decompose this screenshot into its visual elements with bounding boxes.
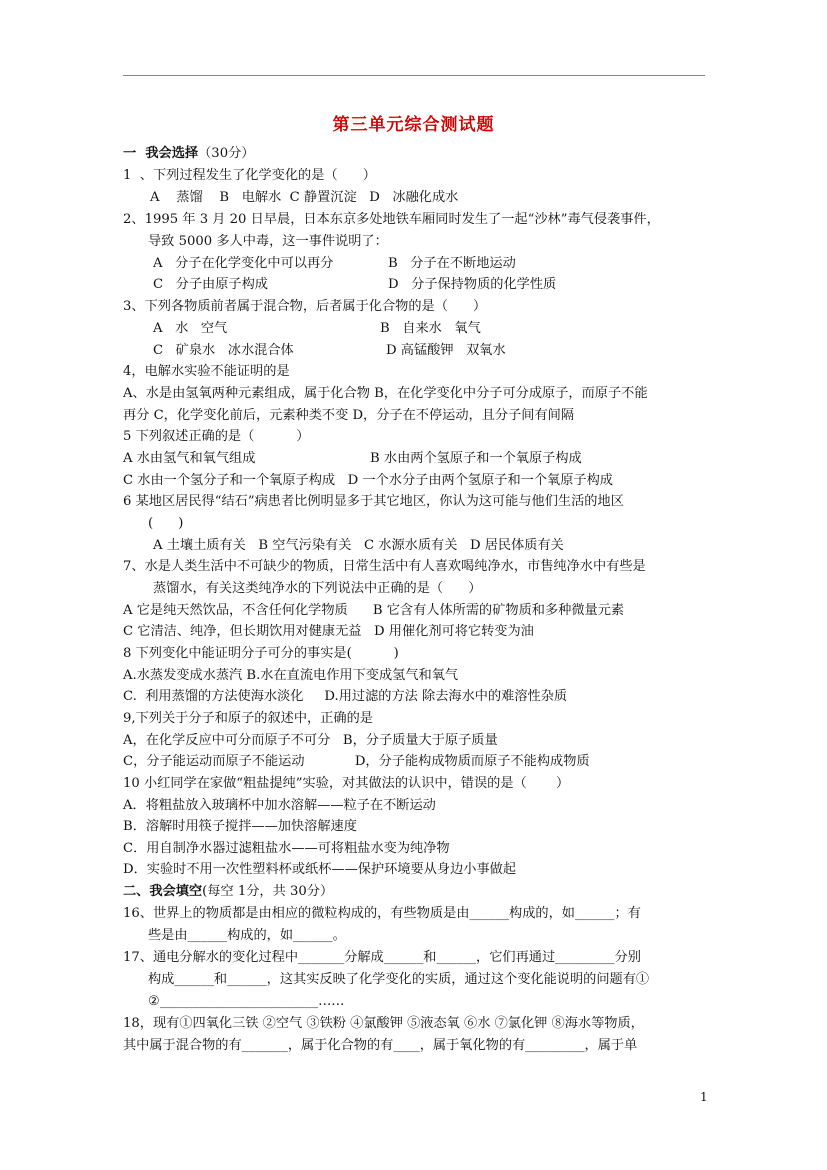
- section-score: (每空 1分，共 30分）: [202, 884, 334, 899]
- question-text: 构成______和______，这其实反映了化学变化的实质，通过这个变化能说明的问题有①: [148, 972, 650, 987]
- question-options: A，在化学反应中可分而原子不可分 B，分子质量大于原子质量: [123, 733, 498, 748]
- question-option: B．溶解时用筷子搅拌——加快溶解速度: [123, 819, 357, 834]
- section-heading: [123, 146, 254, 162]
- page-title: 第三单元综合测试题: [332, 115, 495, 135]
- question-text: A、水是由氢氧两种元素组成，属于化合物 B，在化学变化中分子可分成原子，而原子不能: [123, 386, 648, 401]
- question-text: 9,下列关于分子和原子的叙述中，正确的是: [123, 711, 373, 726]
- question-text: ( ): [148, 516, 184, 531]
- question-text: 蒸馏水，有关这类纯净水的下列说法中正确的是（ ）: [153, 581, 482, 596]
- question-options: A.水蒸发变成水蒸汽 B.水在直流电作用下变成氢气和氧气: [123, 668, 459, 683]
- question-text: ②________________________……: [148, 994, 345, 1009]
- question-option: A 分子在化学变化中可以再分: [153, 256, 334, 271]
- question-option: D．实验时不用一次性塑料杯或纸杯——保护环境要从身边小事做起: [123, 862, 517, 877]
- question-options: C 水由一个氢分子和一个氧原子构成 D 一个水分子由两个氢原子和一个氧原子构成: [123, 473, 613, 488]
- header-rule: [123, 75, 705, 76]
- question-option: B 分子在不断地运动: [388, 256, 516, 271]
- section-heading-label: 一 我会选择: [123, 146, 199, 161]
- section-score: （30分）: [198, 146, 255, 161]
- question-options: C. 利用蒸馏的方法使海水淡化 D.用过滤的方法 除去海水中的难溶性杂质: [123, 689, 568, 704]
- question-text: 4，电解水实验不能证明的是: [123, 364, 290, 379]
- question-options: C 它清洁、纯净，但长期饮用对健康无益 D 用催化剂可将它转变为油: [123, 624, 534, 639]
- question-option: C 分子由原子构成: [153, 277, 268, 292]
- question-text: 10 小红同学在家做“粗盐提纯”实验，对其做法的认识中，错误的是（ ）: [123, 776, 570, 791]
- question-option: B 水由两个氢原子和一个氧原子构成: [370, 451, 582, 466]
- question-options: A 蒸馏 B 电解水 C 静置沉淀 D 冰融化成水: [150, 190, 459, 205]
- question-option: C 矿泉水 冰水混合体: [153, 343, 294, 358]
- question-option: A 水 空气: [153, 321, 228, 336]
- question-options: A 土壤土质有关 B 空气污染有关 C 水源水质有关 D 居民体质有关: [153, 538, 564, 553]
- question-option: C．用自制净水器过滤粗盐水——可将粗盐水变为纯净物: [123, 841, 450, 856]
- question-text: 6 某地区居民得“结石”病患者比例明显多于其它地区，你认为这可能与他们生活的地区: [123, 494, 624, 509]
- question-text: 18，现有①四氧化三铁 ②空气 ③铁粉 ④氯酸钾 ⑤液态氧 ⑥水 ⑦氯化钾 ⑧海水等物质，: [123, 1016, 644, 1031]
- question-text: 3、下列各物质前者属于混合物，后者属于化合物的是（ ）: [123, 299, 487, 314]
- question-text: 2、1995 年 3 月 20 日早晨，日本东京多处地铁车厢同时发生了一起“沙林”毒气侵袭事件，: [123, 212, 660, 227]
- question-option: A．将粗盐放入玻璃杯中加水溶解——粒子在不断运动: [123, 798, 436, 813]
- section-heading-label: 二、我会填空: [123, 884, 203, 899]
- question-option: D 高锰酸钾 双氧水: [386, 343, 506, 358]
- question-text: 16、世界上的物质都是由相应的微粒构成的，有些物质是由______构成的，如______；有: [123, 906, 641, 921]
- question-option: B 自来水 氧气: [380, 321, 481, 336]
- section-heading: [123, 884, 333, 900]
- question-text: 1 、下列过程发生了化学变化的是（ ）: [123, 168, 376, 183]
- question-text: 8 下列变化中能证明分子可分的事实是( ): [123, 646, 399, 661]
- question-text: 些是由______构成的，如______。: [148, 928, 346, 943]
- page-number: 1: [700, 1090, 708, 1104]
- question-options: A 它是纯天然饮品，不含任何化学物质 B 它含有人体所需的矿物质和多种微量元素: [123, 603, 625, 618]
- question-text: 再分 C，化学变化前后，元素种类不变 D，分子在不停运动，且分子间有间隔: [123, 408, 575, 423]
- question-option: A 水由氢气和氧气组成: [123, 451, 256, 466]
- question-text: 7、水是人类生活中不可缺少的物质，日常生活中有人喜欢喝纯净水，市售纯净水中有些是: [123, 559, 646, 574]
- question-text: 其中属于混合物的有_______，属于化合物的有____，属于氧化物的有_________，属于单: [123, 1038, 638, 1053]
- question-options: C，分子能运动而原子不能运动 D，分子能构成物质而原子不能构成物质: [123, 754, 590, 769]
- question-text: 导致 5000 多人中毒，这一事件说明了：: [148, 234, 388, 249]
- question-option: D 分子保持物质的化学性质: [388, 277, 557, 292]
- question-text: 17、通电分解水的变化过程中_______分解成______和______，它们再通过_________分别: [123, 950, 641, 965]
- question-text: 5 下列叙述正确的是（ ）: [123, 429, 310, 444]
